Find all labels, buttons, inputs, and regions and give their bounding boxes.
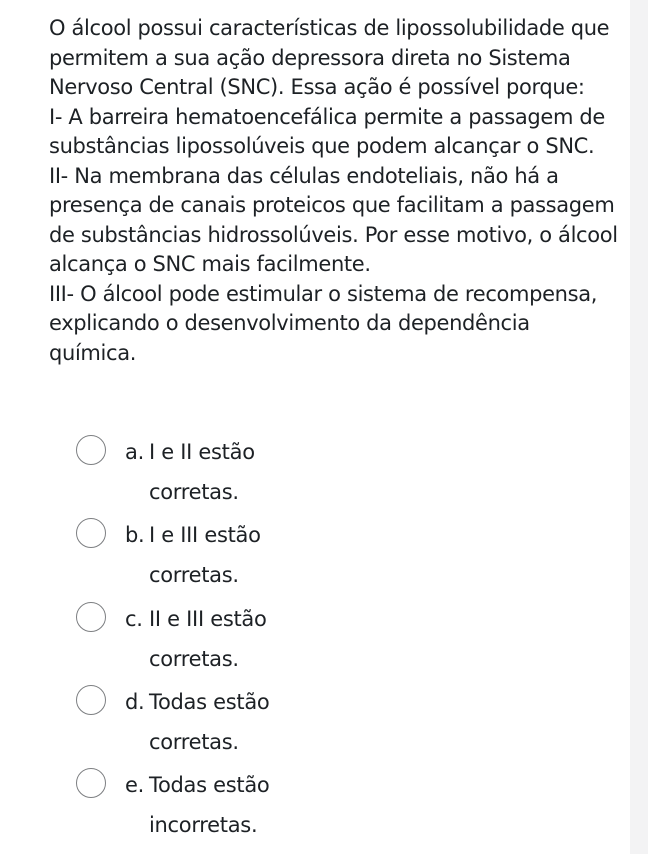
option-letter: e. <box>125 773 144 798</box>
radio-button-d[interactable] <box>76 685 106 715</box>
option-text[interactable]: I e III estão corretas. <box>149 523 261 588</box>
question-text <box>49 14 619 368</box>
option-text[interactable]: Todas estão corretas. <box>149 689 270 754</box>
radio-button-c[interactable] <box>76 602 106 632</box>
option-text[interactable]: II e III estão corretas. <box>149 606 267 671</box>
statement-2: II- Na membrana das células endoteliais, não há a presença de canais proteicos que facilitam a passagem de substâncias hidrossolúveis. Por esse motivo, o álcool alcança o SNC mais facilmente. <box>49 163 618 276</box>
option-text[interactable]: Todas estão incorretas. <box>149 773 270 838</box>
option-letter: c. <box>125 606 143 631</box>
option-e[interactable] <box>76 761 376 844</box>
option-b[interactable] <box>76 511 376 594</box>
radio-button-e[interactable] <box>76 768 106 798</box>
option-c[interactable] <box>76 595 376 678</box>
option-d[interactable] <box>76 678 376 761</box>
question-intro: O álcool possui características de lipossolubilidade que permitem a sua ação depressora direta no Sistema Nervoso Central (SNC). Essa ação é possível porque: <box>49 16 610 99</box>
page-side-strip <box>630 0 648 854</box>
option-letter: a. <box>125 440 144 464</box>
statement-3: III- O álcool pode estimular o sistema de recompensa, explicando o desenvolvimento da dependência química. <box>49 281 598 365</box>
option-letter: b. <box>125 523 145 548</box>
option-letter: d. <box>125 689 145 714</box>
option-text[interactable]: I e II estão corretas. <box>149 440 255 504</box>
answer-options <box>76 428 376 844</box>
radio-button-a[interactable] <box>76 435 106 465</box>
option-a[interactable] <box>76 428 376 511</box>
radio-button-b[interactable] <box>76 518 106 548</box>
statement-1: I- A barreira hematoencefálica permite a passagem de substâncias lipossolúveis que podem alcançar o SNC. <box>49 104 605 158</box>
